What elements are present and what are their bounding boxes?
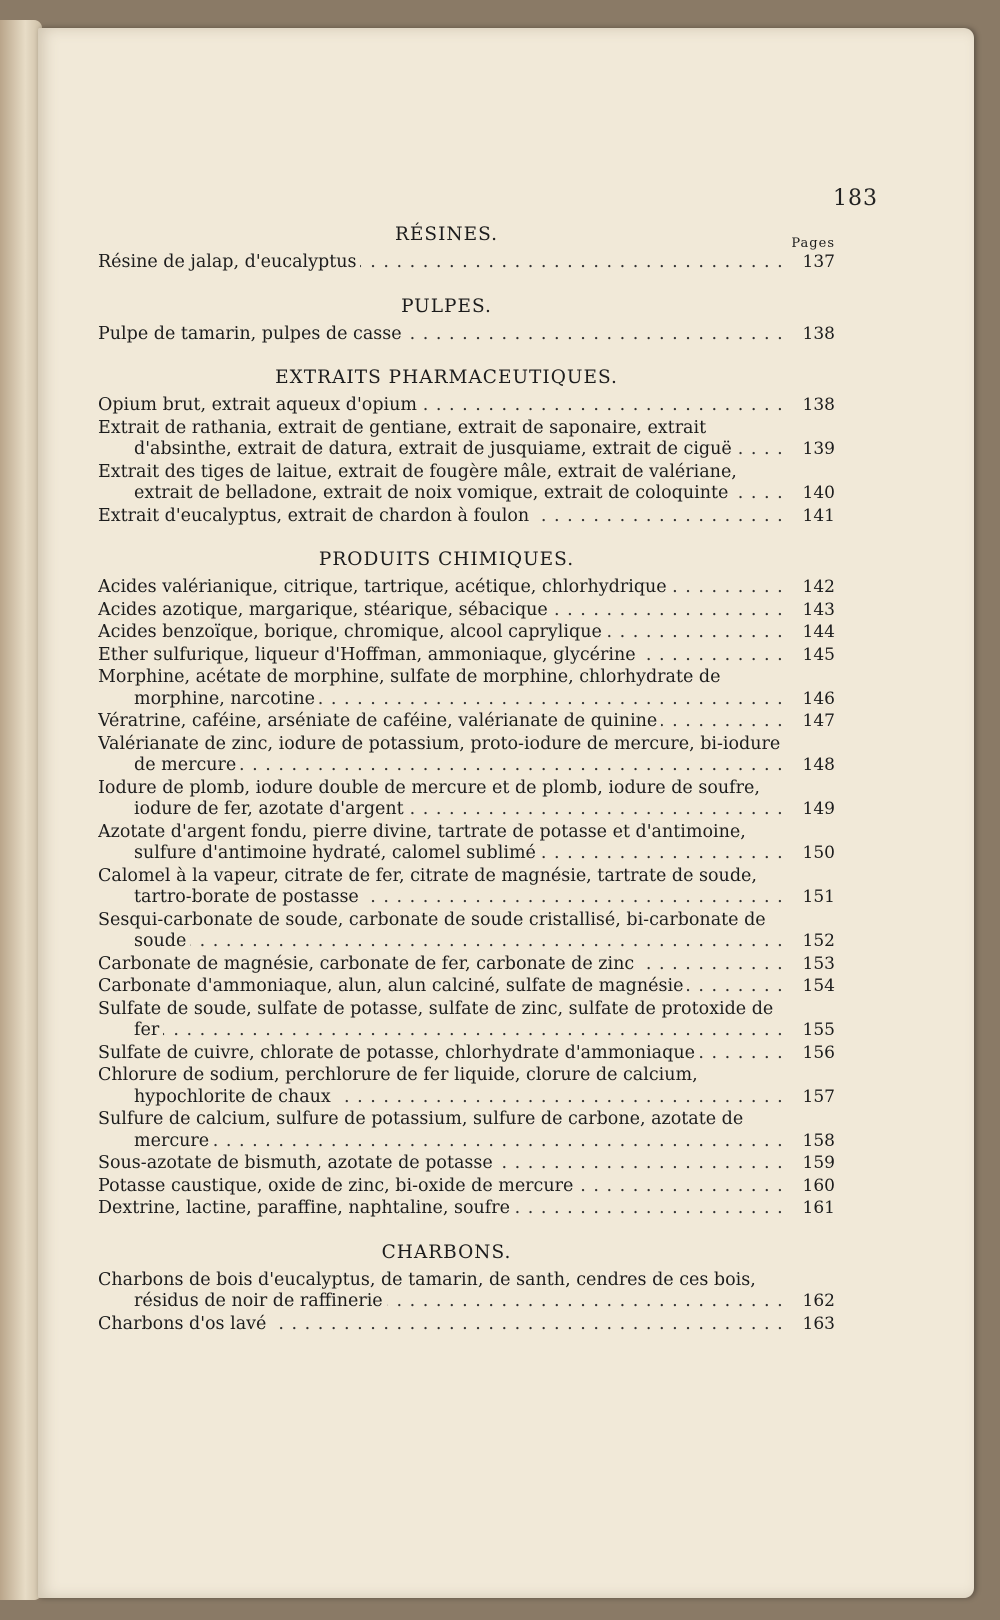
- toc-entry-text-block: [98, 600, 791, 622]
- toc-entry: [98, 1065, 835, 1108]
- toc-entry-text-block: [98, 1314, 791, 1336]
- toc-entry-text-block: [98, 577, 791, 599]
- toc-entry-page: 143: [802, 599, 835, 620]
- toc-entry-text: Opium brut, extrait aqueux d'opium: [98, 395, 421, 415]
- toc-entry-page: 154: [802, 976, 835, 996]
- section-title: RÉSINES.: [394, 224, 498, 245]
- toc-entry-page: 152: [802, 931, 835, 951]
- toc-entry-text: Azotate d'argent fondu, pierre divine, tartrate de potasse et d'antimoine, sulfure d'antimoine hydraté, calomel sublimé: [98, 821, 746, 863]
- toc-entry: [98, 734, 835, 777]
- toc-entry-text-block: [98, 1043, 791, 1065]
- toc-entry-page: 153: [802, 953, 835, 974]
- toc-entry-text-block: [98, 418, 791, 461]
- toc-entry-page: 158: [802, 1130, 835, 1151]
- toc-entry-text-block: [98, 1109, 791, 1152]
- toc-section: [98, 218, 835, 274]
- toc-entry: [98, 462, 835, 505]
- toc-entry-text: Résine de jalap, d'eucalyptus: [98, 252, 360, 272]
- toc-entry: [98, 866, 835, 909]
- toc-entry-text: Extrait de rathania, extrait de gentiane, extrait de saponaire, extrait d'absinthe, extrait de datura, extrait de jusquiame, extrait de ciguë: [98, 418, 736, 460]
- toc-entry: [98, 667, 835, 710]
- toc-entry: [98, 822, 835, 865]
- toc-entry-text: Sulfure de calcium, sulfure de potassium, sulfure de carbone, azotate de mercure: [98, 1109, 744, 1151]
- toc-entry: [98, 506, 835, 528]
- toc-section: [98, 543, 835, 1220]
- toc-entry-page: 145: [802, 644, 835, 665]
- toc-entry: [98, 645, 835, 667]
- toc-entry-text-block: [98, 976, 791, 998]
- toc-entry: [98, 711, 835, 733]
- section-title: CHARBONS.: [381, 1241, 512, 1263]
- toc-entry-text: Carbonate de magnésie, carbonate de fer, carbonate de zinc: [98, 954, 638, 974]
- toc-entry: [98, 1176, 835, 1198]
- toc-entry-text: Valérianate de zinc, iodure de potassium, proto-iodure de mercure, bi-iodure de mercure: [98, 733, 781, 775]
- toc-entry-page: 138: [802, 395, 835, 415]
- toc-entry-text: Potasse caustique, oxide de zinc, bi-oxide de mercure: [98, 1176, 577, 1196]
- toc-entry-page: 156: [802, 1042, 835, 1063]
- toc-entry: [98, 324, 835, 346]
- toc-entry: [98, 1314, 835, 1336]
- toc-entry: [98, 1198, 835, 1220]
- toc-entry-page: 140: [802, 483, 835, 503]
- toc-entry-text: Extrait des tiges de laitue, extrait de fougère mâle, extrait de valériane, extrait de belladone, extrait de noix vomique, extrait de coloquinte: [98, 461, 737, 503]
- adjacent-page-edge: [0, 20, 42, 1600]
- toc-entry: [98, 1043, 835, 1065]
- section-title: PULPES.: [401, 295, 492, 317]
- toc-entry-text-block: [98, 822, 791, 865]
- toc-entry: [98, 954, 835, 976]
- toc-entry-text: Ether sulfurique, liqueur d'Hoffman, ammoniaque, glycérine: [98, 645, 640, 665]
- toc-entry-text: Pulpe de tamarin, pulpes de casse: [98, 324, 406, 344]
- toc-entry: [98, 1270, 835, 1313]
- toc-entry-page: 141: [802, 505, 835, 526]
- toc-section: [98, 361, 835, 527]
- toc-entry-text-block: [98, 1198, 791, 1220]
- toc-entry-text: Dextrine, lactine, paraffine, naphtaline, soufre: [98, 1198, 514, 1218]
- toc-entry-text-block: [98, 778, 791, 821]
- section-title: EXTRAITS PHARMACEUTIQUES.: [275, 367, 618, 388]
- toc-entry-text-block: [98, 1153, 791, 1175]
- section-title: PRODUITS CHIMIQUES.: [318, 549, 575, 570]
- section-header: [98, 218, 835, 252]
- toc-entry-page: 138: [802, 323, 835, 344]
- toc-entry-page: 147: [802, 711, 835, 731]
- toc-entry: [98, 976, 835, 998]
- toc-entry-text: Sous-azotate de bismuth, azotate de potasse: [98, 1153, 497, 1173]
- toc-entry-page: 149: [802, 799, 835, 819]
- section-header: [98, 543, 835, 577]
- toc-entry: [98, 600, 835, 622]
- table-of-contents: [98, 218, 835, 1351]
- toc-entry-text: Acides azotique, margarique, stéarique, sébacique: [98, 600, 552, 620]
- toc-entry-page: 144: [802, 622, 835, 642]
- toc-entry-page: 142: [802, 577, 835, 597]
- toc-entry-page: 163: [802, 1313, 835, 1334]
- toc-section: [98, 290, 835, 346]
- toc-entry-text: Iodure de plomb, iodure double de mercure et de plomb, iodure de soufre, iodure de fer, azotate d'argent: [98, 777, 760, 819]
- toc-entry-text-block: [98, 667, 791, 710]
- toc-entry-text: Vératrine, caféine, arséniate de caféine, valérianate de quinine: [98, 711, 661, 731]
- toc-entry-page: 139: [802, 439, 835, 459]
- toc-entry-text: Charbons d'os lavé: [98, 1314, 270, 1334]
- toc-entry: [98, 1153, 835, 1175]
- toc-entry-text: Sulfate de cuivre, chlorate de potasse, chlorhydrate d'ammoniaque: [98, 1043, 699, 1063]
- toc-entry-text-block: [98, 462, 791, 505]
- toc-entry-text-block: [98, 711, 791, 733]
- toc-entry-text-block: [98, 324, 791, 346]
- section-header: [98, 1236, 835, 1270]
- toc-entry-page: 157: [802, 1086, 835, 1107]
- toc-entry: [98, 622, 835, 644]
- toc-entry-page: 148: [802, 755, 835, 775]
- toc-entry-text-block: [98, 954, 791, 976]
- section-header: [98, 361, 835, 395]
- toc-entry-text-block: [98, 1270, 791, 1313]
- toc-entry-text-block: [98, 252, 791, 274]
- toc-section: [98, 1236, 835, 1336]
- toc-entry-text-block: [98, 506, 791, 528]
- toc-entry-text-block: [98, 866, 791, 909]
- toc-entry: [98, 418, 835, 461]
- toc-entry-text-block: [98, 622, 791, 644]
- toc-entry-page: 160: [802, 1175, 835, 1196]
- toc-entry-text-block: [98, 910, 791, 953]
- toc-entry-page: 150: [802, 843, 835, 863]
- toc-entry-page: 137: [802, 252, 835, 272]
- toc-entry: [98, 999, 835, 1042]
- toc-entry: [98, 1109, 835, 1152]
- toc-entry-text: Sesqui-carbonate de soude, carbonate de soude cristallisé, bi-carbonate de soude: [98, 909, 766, 951]
- toc-entry: [98, 395, 835, 417]
- toc-entry: [98, 778, 835, 821]
- toc-entry-page: 146: [802, 688, 835, 709]
- toc-entry-page: 155: [802, 1020, 835, 1040]
- section-header: [98, 290, 835, 324]
- toc-entry-text: Acides valérianique, citrique, tartrique, acétique, chlorhydrique: [98, 577, 671, 597]
- toc-entry: [98, 252, 835, 274]
- pages-column-label: Pages: [791, 236, 835, 251]
- page-number: 183: [833, 186, 878, 211]
- toc-entry-text-block: [98, 1176, 791, 1198]
- toc-entry-text-block: [98, 645, 791, 667]
- toc-entry-text: Calomel à la vapeur, citrate de fer, citrate de magnésie, tartrate de soude, tartro-borate de postasse: [98, 865, 757, 907]
- toc-entry-text: Morphine, acétate de morphine, sulfate de morphine, chlorhydrate de morphine, narcotine: [98, 667, 721, 709]
- toc-entry-text: Acides benzoïque, borique, chromique, alcool caprylique: [98, 622, 606, 642]
- toc-entry: [98, 910, 835, 953]
- toc-entry: [98, 577, 835, 599]
- toc-entry-page: 162: [802, 1291, 835, 1311]
- toc-entry-text-block: [98, 999, 791, 1042]
- toc-entry-page: 151: [802, 887, 835, 907]
- toc-entry-text: Charbons de bois d'eucalyptus, de tamarin, de santh, cendres de ces bois, résidus de noir de raffinerie: [98, 1269, 756, 1311]
- toc-entry-text-block: [98, 734, 791, 777]
- toc-entry-text: Chlorure de sodium, perchlorure de fer liquide, clorure de calcium, hypochlorite de chaux: [98, 1065, 698, 1107]
- toc-entry-text: Extrait d'eucalyptus, extrait de chardon à foulon: [98, 506, 533, 526]
- toc-entry-text-block: [98, 395, 791, 417]
- toc-entry-text: Sulfate de soude, sulfate de potasse, sulfate de zinc, sulfate de protoxide de fer: [98, 998, 774, 1040]
- toc-entry-text-block: [98, 1065, 791, 1108]
- toc-entry-text: Carbonate d'ammoniaque, alun, alun calciné, sulfate de magnésie: [98, 976, 687, 996]
- toc-entry-page: 159: [802, 1153, 835, 1173]
- toc-entry-page: 161: [802, 1198, 835, 1218]
